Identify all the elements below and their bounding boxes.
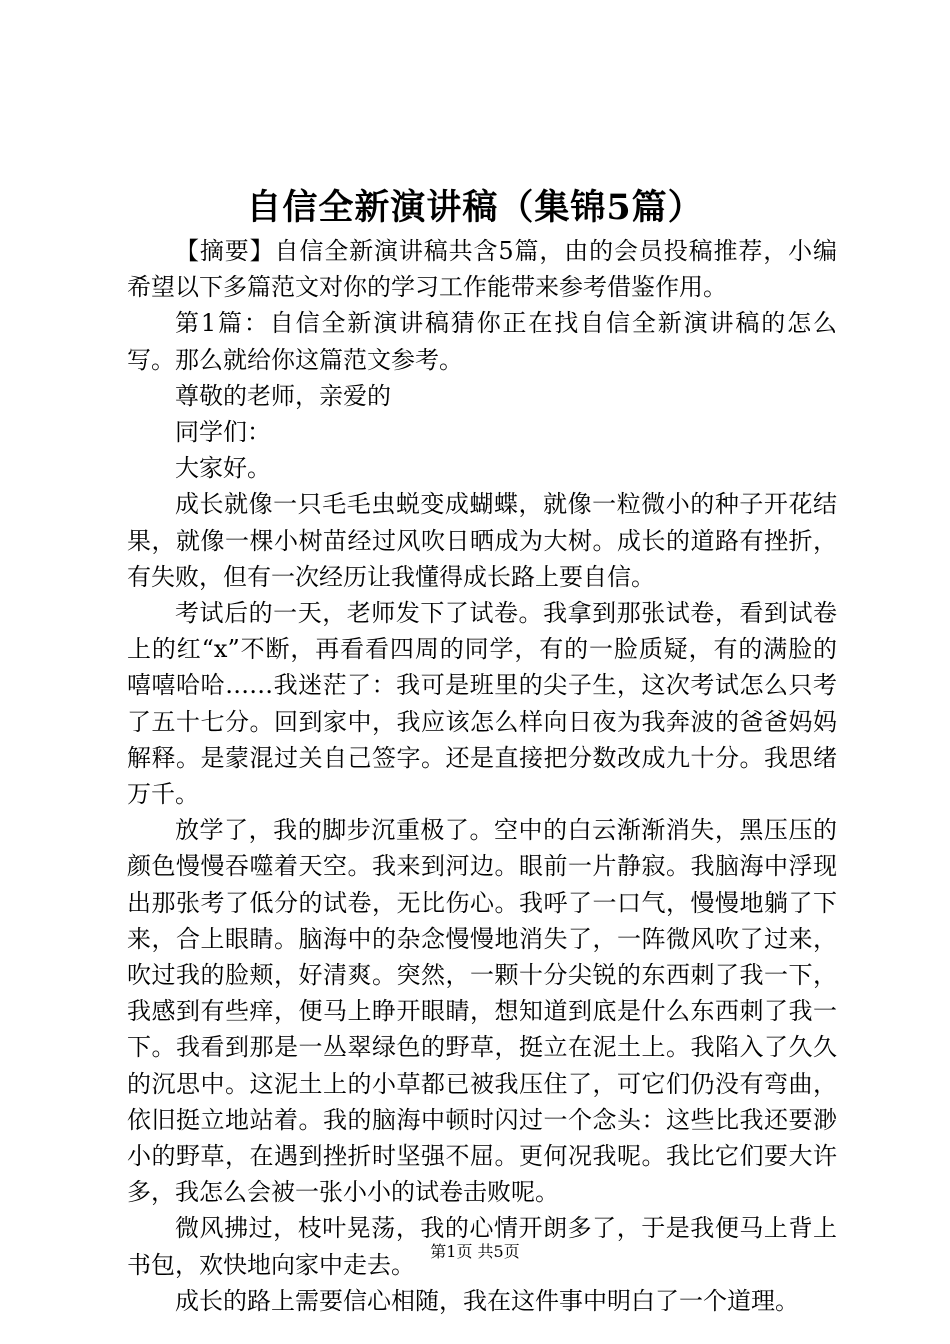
paragraph-body: 考试后的一天，老师发下了试卷。我拿到那张试卷，看到试卷上的红“x”不断，再看看四周的同学，有的一脸质疑，有的满脸的嘻嘻哈哈……我迷茫了：我可是班里的尖子生，这次考试怎么只考了五十七分。回到家中，我应该怎么样向日夜为我奔波的爸爸妈妈解释。是蒙混过关自己签字。还是直接把分数改成九十分。我思绪万千。: [127, 599, 837, 809]
paragraph-salutation-2: 同学们：: [175, 418, 271, 447]
paragraph-body: 放学了，我的脚步沉重极了。空中的白云渐渐消失，黑压压的颜色慢慢吞噬着天空。我来到河边。眼前一片静寂。我脑海中浮现出那张考了低分的试卷，无比伤心。我呼了一口气，慢慢地躺了下来，合上眼睛。脑海中的杂念慢慢地消失了，一阵微风吹了过来，吹过我的脸颊，好清爽。突然，一颗十分尖锐的东西刺了我一下，我感到有些痒，便马上睁开眼睛，想知道到底是什么东西刺了我一下。我看到那是一丛翠绿色的野草，挺立在泥土上。我陷入了久久的沉思中。这泥土上的小草都已被我压住了，可它们仍没有弯曲，依旧挺立地站着。我的脑海中顿时闪过一个念头：这些比我还要渺小的野草，在遇到挫折时坚强不屈。更何况我呢。我比它们要大许多，我怎么会被一张小小的试卷击败呢。: [127, 816, 837, 1207]
paragraph-greeting: 大家好。: [175, 454, 271, 483]
document-body: [127, 233, 837, 1319]
paragraph-body: 微风拂过，枝叶晃荡，我的心情开朗多了，于是我便马上背上书包，欢快地向家中走去。: [127, 1214, 837, 1279]
page-number-footer: 第1页 共5页: [430, 1242, 520, 1261]
paragraph-body: 成长就像一只毛毛虫蜕变成蝴蝶，就像一粒微小的种子开花结果，就像一棵小树苗经过风吹日晒成为大树。成长的道路有挫折，有失败，但有一次经历让我懂得成长路上要自信。: [127, 490, 837, 591]
paragraph-intro: 第1篇：自信全新演讲稿猜你正在找自信全新演讲稿的怎么写。那么就给你这篇范文参考。: [127, 309, 837, 374]
paragraph-salutation: 尊敬的老师，亲爱的: [175, 381, 391, 410]
paragraph-abstract: 【摘要】自信全新演讲稿共含5篇，由的会员投稿推荐，小编希望以下多篇范文对你的学习工作能带来参考借鉴作用。: [127, 237, 837, 302]
document-title: 自信全新演讲稿（集锦5篇）: [246, 187, 704, 228]
paragraph-body: 成长的路上需要信心相随，我在这件事中明白了一个道理。: [175, 1286, 799, 1315]
